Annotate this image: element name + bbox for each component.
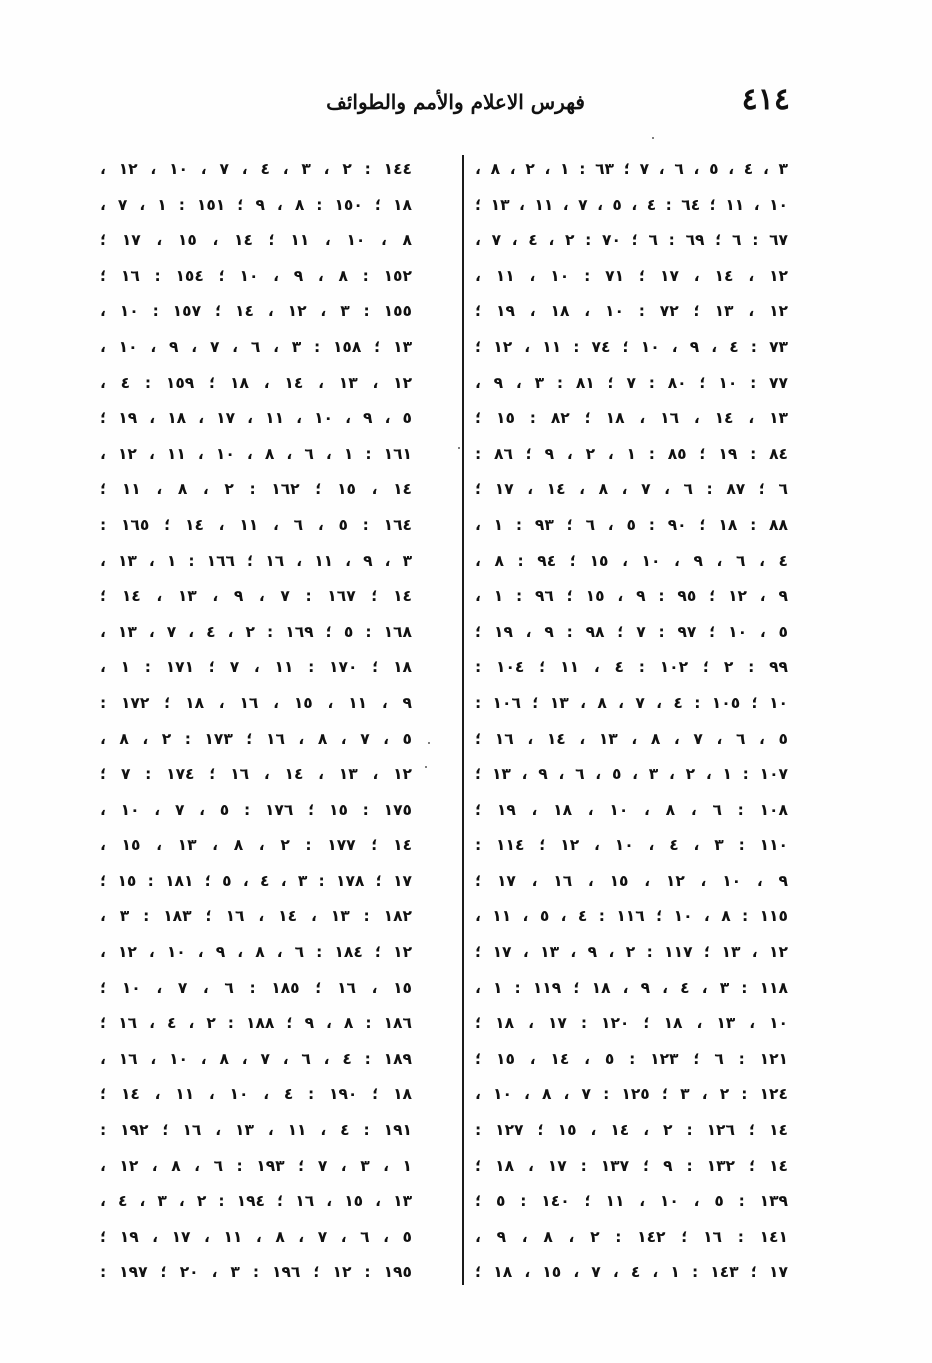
index-line: ٨٨ : ١٨ ؛ ٩٠ : ٥ ، ٦ ؛ ٩٣ : ١ ،: [475, 515, 788, 534]
index-line: ١٦٨ : ٥ ؛ ١٦٩ : ٢ ، ٤ ، ٧ ، ١٣ ،: [100, 622, 412, 641]
index-line: ١ ، ٣ ، ٧ ؛ ١٩٣ : ٦ ، ٨ ، ١٢ ،: [100, 1156, 412, 1175]
index-line: ١٥٢ : ٨ ، ٩ ، ١٠ ؛ ١٥٤ : ١٦ ؛: [100, 266, 412, 285]
index-line: ١٢ ، ١٣ ، ١٤ ، ١٨ ؛ ١٥٩ : ٤ ،: [100, 373, 412, 392]
index-line: ١٢ ، ١٣ ؛ ١١٧ : ٢ ، ٩ ، ١٣ ، ١٧ ؛: [475, 943, 788, 962]
index-line: ١١٠ : ٣ ، ٤ ، ١٠ ، ١٢ ؛ ١١٤ :: [475, 836, 788, 855]
index-line: ١٨ ؛ ١٥٠ : ٨ ، ٩ ؛ ١٥١ : ١ ، ٧ ،: [100, 195, 412, 214]
index-line: ١٢١ : ٦ ؛ ١٢٣ : ٥ ، ١٤ ، ١٥ ؛: [475, 1049, 788, 1068]
running-title: فهرس الاعلام والأمم والطوائف: [326, 90, 585, 114]
index-line: ٥ ، ١٠ ؛ ٩٧ : ٧ ؛ ٩٨ : ٩ ، ١٩ ؛: [475, 622, 788, 641]
index-line: ٥ ، ٧ ، ٨ ، ١٦ ؛ ١٧٣ : ٢ ، ٨ ،: [100, 729, 412, 748]
index-line: ٣ ، ٩ ، ١١ ، ١٦ ؛ ١٦٦ : ١ ، ١٣ ،: [100, 551, 412, 570]
index-line: ١٥٥ : ٣ ، ١٢ ، ١٤ ؛ ١٥٧ : ١٠ ،: [100, 302, 412, 321]
index-line: ٨ ، ١٠ ، ١١ ؛ ١٤ ، ١٥ ، ١٧ ؛: [100, 231, 412, 250]
index-line: ١٤ ؛ ١٦٧ : ٧ ، ٩ ، ١٣ ، ١٤ ؛: [100, 587, 412, 606]
index-line: ٤ ، ٦ ، ٩ ، ١٠ ، ١٥ ؛ ٩٤ : ٨ ،: [475, 551, 788, 570]
scan-speck: [425, 766, 427, 768]
index-line: ٩ ، ١٠ ، ١٢ ، ١٥ ، ١٦ ، ١٧ ؛: [475, 871, 788, 890]
index-line: ١٤١ : ١٦ ؛ ١٤٢ : ٢ ، ٨ ، ٩ ،: [475, 1227, 788, 1246]
column-divider: [462, 155, 464, 1285]
index-line: ١٦٤ : ٥ ، ٦ ، ١١ ، ١٤ ؛ ١٦٥ :: [100, 515, 412, 534]
page-header: [326, 82, 790, 126]
index-line: ٧٣ : ٤ ، ٩ ، ١٠ ؛ ٧٤ : ١١ ، ١٢ ؛: [475, 337, 788, 356]
index-line: ١٢ ، ١٣ ؛ ٧٢ : ١٠ ، ١٨ ، ١٩ ؛: [475, 302, 788, 321]
index-line: ٥ ، ٦ ، ٧ ، ٨ ، ١١ ، ١٧ ، ١٩ ؛: [100, 1227, 412, 1246]
scan-speck: [458, 447, 460, 449]
index-line: ١٨٦ : ٨ ، ٩ ؛ ١٨٨ : ٢ ، ٤ ، ١٦ ؛: [100, 1014, 412, 1033]
index-line: ١٧ ؛ ١٤٣ : ١ ، ٤ ، ٧ ، ١٥ ، ١٨ ؛: [475, 1263, 788, 1282]
index-line: ١٨ ؛ ١٧٠ : ١١ ، ٧ ؛ ١٧١ : ١ ،: [100, 658, 412, 677]
index-line: ١٢ ، ١٤ ، ١٧ ؛ ٧١ : ١٠ ، ١١ ،: [475, 266, 788, 285]
index-line: ١٤ ؛ ١٢٦ : ٢ ، ١٤ ، ١٥ ؛ ١٢٧ :: [475, 1121, 788, 1140]
index-line: ٣ ، ٤ ، ٥ ، ٦ ، ٧ ؛ ٦٣ : ١ ، ٢ ، ٨ ،: [475, 160, 788, 178]
index-line: ١١٨ : ٣ ، ٤ ، ٩ ، ١٨ ؛ ١١٩ : ١ ،: [475, 978, 788, 997]
index-line: ١٦١ : ١ ، ٦ ، ٨ ، ١٠ ، ١١ ، ١٢ ،: [100, 444, 412, 463]
index-line: ٦٧ : ٦ ؛ ٦٩ : ٦ ؛ ٧٠ : ٢ ، ٤ ، ٧ ،: [475, 231, 788, 250]
index-line: ١٢ ، ١٣ ، ١٤ ، ١٦ ؛ ١٧٤ : ٧ ؛: [100, 765, 412, 784]
index-line: ٩ ، ١١ ، ١٥ ، ١٦ ، ١٨ ؛ ١٧٢ :: [100, 693, 412, 712]
index-line: ١٥ ، ١٦ ؛ ١٨٥ : ٦ ، ٧ ، ١٠ ؛: [100, 978, 412, 997]
index-line: ١٤ ؛ ١٧٧ : ٢ ، ٨ ، ١٣ ، ١٥ ،: [100, 836, 412, 855]
index-line: ١٠٨ : ٦ ، ٨ ، ١٠ ، ١٨ ، ١٩ ؛: [475, 800, 788, 819]
index-line: ١٨٩ : ٤ ، ٦ ، ٧ ، ٨ ، ١٠ ، ١٦ ،: [100, 1049, 412, 1068]
index-line: ٦ ؛ ٨٧ : ٦ ، ٧ ، ٨ ، ١٤ ، ١٧ ؛: [475, 480, 788, 499]
index-line: ١٣ ؛ ١٥٨ : ٣ ، ٦ ، ٧ ، ٩ ، ١٠ ،: [100, 337, 412, 356]
index-line: ١٠٧ : ١ ، ٢ ، ٣ ، ٥ ، ٦ ، ٩ ، ١٣ ؛: [475, 765, 788, 784]
scan-speck: [428, 742, 430, 744]
index-line: ٧٧ : ١٠ ؛ ٨٠ : ٧ ؛ ٨١ : ٣ ، ٩ ،: [475, 373, 788, 392]
index-line: ١٧٥ : ١٥ ؛ ١٧٦ : ٥ ، ٧ ، ١٠ ،: [100, 800, 412, 819]
index-line: ١٩٥ : ١٢ ؛ ١٩٦ : ٣ ، ٢٠ ؛ ١٩٧ :: [100, 1263, 412, 1282]
index-line: ١٢٤ : ٢ ، ٣ ؛ ١٢٥ : ٧ ، ٨ ، ١٠ ،: [475, 1085, 788, 1104]
index-line: ١٣ ، ١٥ ، ١٦ ؛ ١٩٤ : ٢ ، ٣ ، ٤ ،: [100, 1192, 412, 1211]
index-column-left: [100, 152, 412, 1292]
index-column-right: [475, 152, 788, 1292]
index-line: ١٨ ؛ ١٩٠ : ٤ ، ١٠ ، ١١ ، ١٤ ؛: [100, 1085, 412, 1104]
index-line: ٩٩ : ٢ ؛ ١٠٢ : ٤ ، ١١ ؛ ١٠٤ :: [475, 658, 788, 677]
index-line: ٥ ، ٩ ، ١٠ ، ١١ ، ١٧ ، ١٨ ، ١٩ ؛: [100, 409, 412, 428]
scan-speck: [652, 137, 654, 139]
index-line: ١٩١ : ٤ ، ١١ ، ١٣ ، ١٦ ؛ ١٩٢ :: [100, 1121, 412, 1140]
index-line: ١٤ ؛ ١٣٢ : ٩ ؛ ١٣٧ : ١٧ ، ١٨ ؛: [475, 1156, 788, 1175]
index-line: ١٢ ؛ ١٨٤ : ٦ ، ٨ ، ٩ ، ١٠ ، ١٢ ،: [100, 943, 412, 962]
index-line: ١٠ ، ١١ ؛ ٦٤ : ٤ ، ٥ ، ٧ ، ١١ ، ١٣ ؛: [475, 195, 788, 214]
index-line: ١٤٤ : ٢ ، ٣ ، ٤ ، ٧ ، ١٠ ، ١٢ ،: [100, 160, 412, 178]
index-line: ٩ ، ١٢ ؛ ٩٥ : ٩ ، ١٥ ؛ ٩٦ : ١ ،: [475, 587, 788, 606]
index-line: ١٣٩ : ٥ ، ١٠ ، ١١ ؛ ١٤٠ : ٥ ؛: [475, 1192, 788, 1211]
index-line: ١٠ ؛ ١٠٥ : ٤ ، ٧ ، ٨ ، ١٣ ؛ ١٠٦ :: [475, 693, 788, 712]
index-line: ١١٥ : ٨ ، ١٠ ؛ ١١٦ : ٤ ، ٥ ، ١١ ،: [475, 907, 788, 926]
index-line: ١٧ ؛ ١٧٨ : ٣ ، ٤ ، ٥ ؛ ١٨١ : ١٥ ؛: [100, 871, 412, 890]
index-line: ١٨٢ : ١٣ ، ١٤ ، ١٦ ؛ ١٨٣ : ٣ ،: [100, 907, 412, 926]
index-line: ٨٤ : ١٩ ؛ ٨٥ : ١ ، ٢ ، ٩ ؛ ٨٦ :: [475, 444, 788, 463]
index-line: ١٠ ، ١٣ ، ١٨ ؛ ١٢٠ : ١٧ ، ١٨ ؛: [475, 1014, 788, 1033]
index-line: ١٤ ، ١٥ ؛ ١٦٢ : ٢ ، ٨ ، ١١ ؛: [100, 480, 412, 499]
page-number: ٤١٤: [741, 82, 790, 117]
index-line: ١٣ ، ١٤ ، ١٦ ، ١٨ ؛ ٨٢ : ١٥ ؛: [475, 409, 788, 428]
index-line: ٥ ، ٦ ، ٧ ، ٨ ، ١٣ ، ١٤ ، ١٦ ؛: [475, 729, 788, 748]
